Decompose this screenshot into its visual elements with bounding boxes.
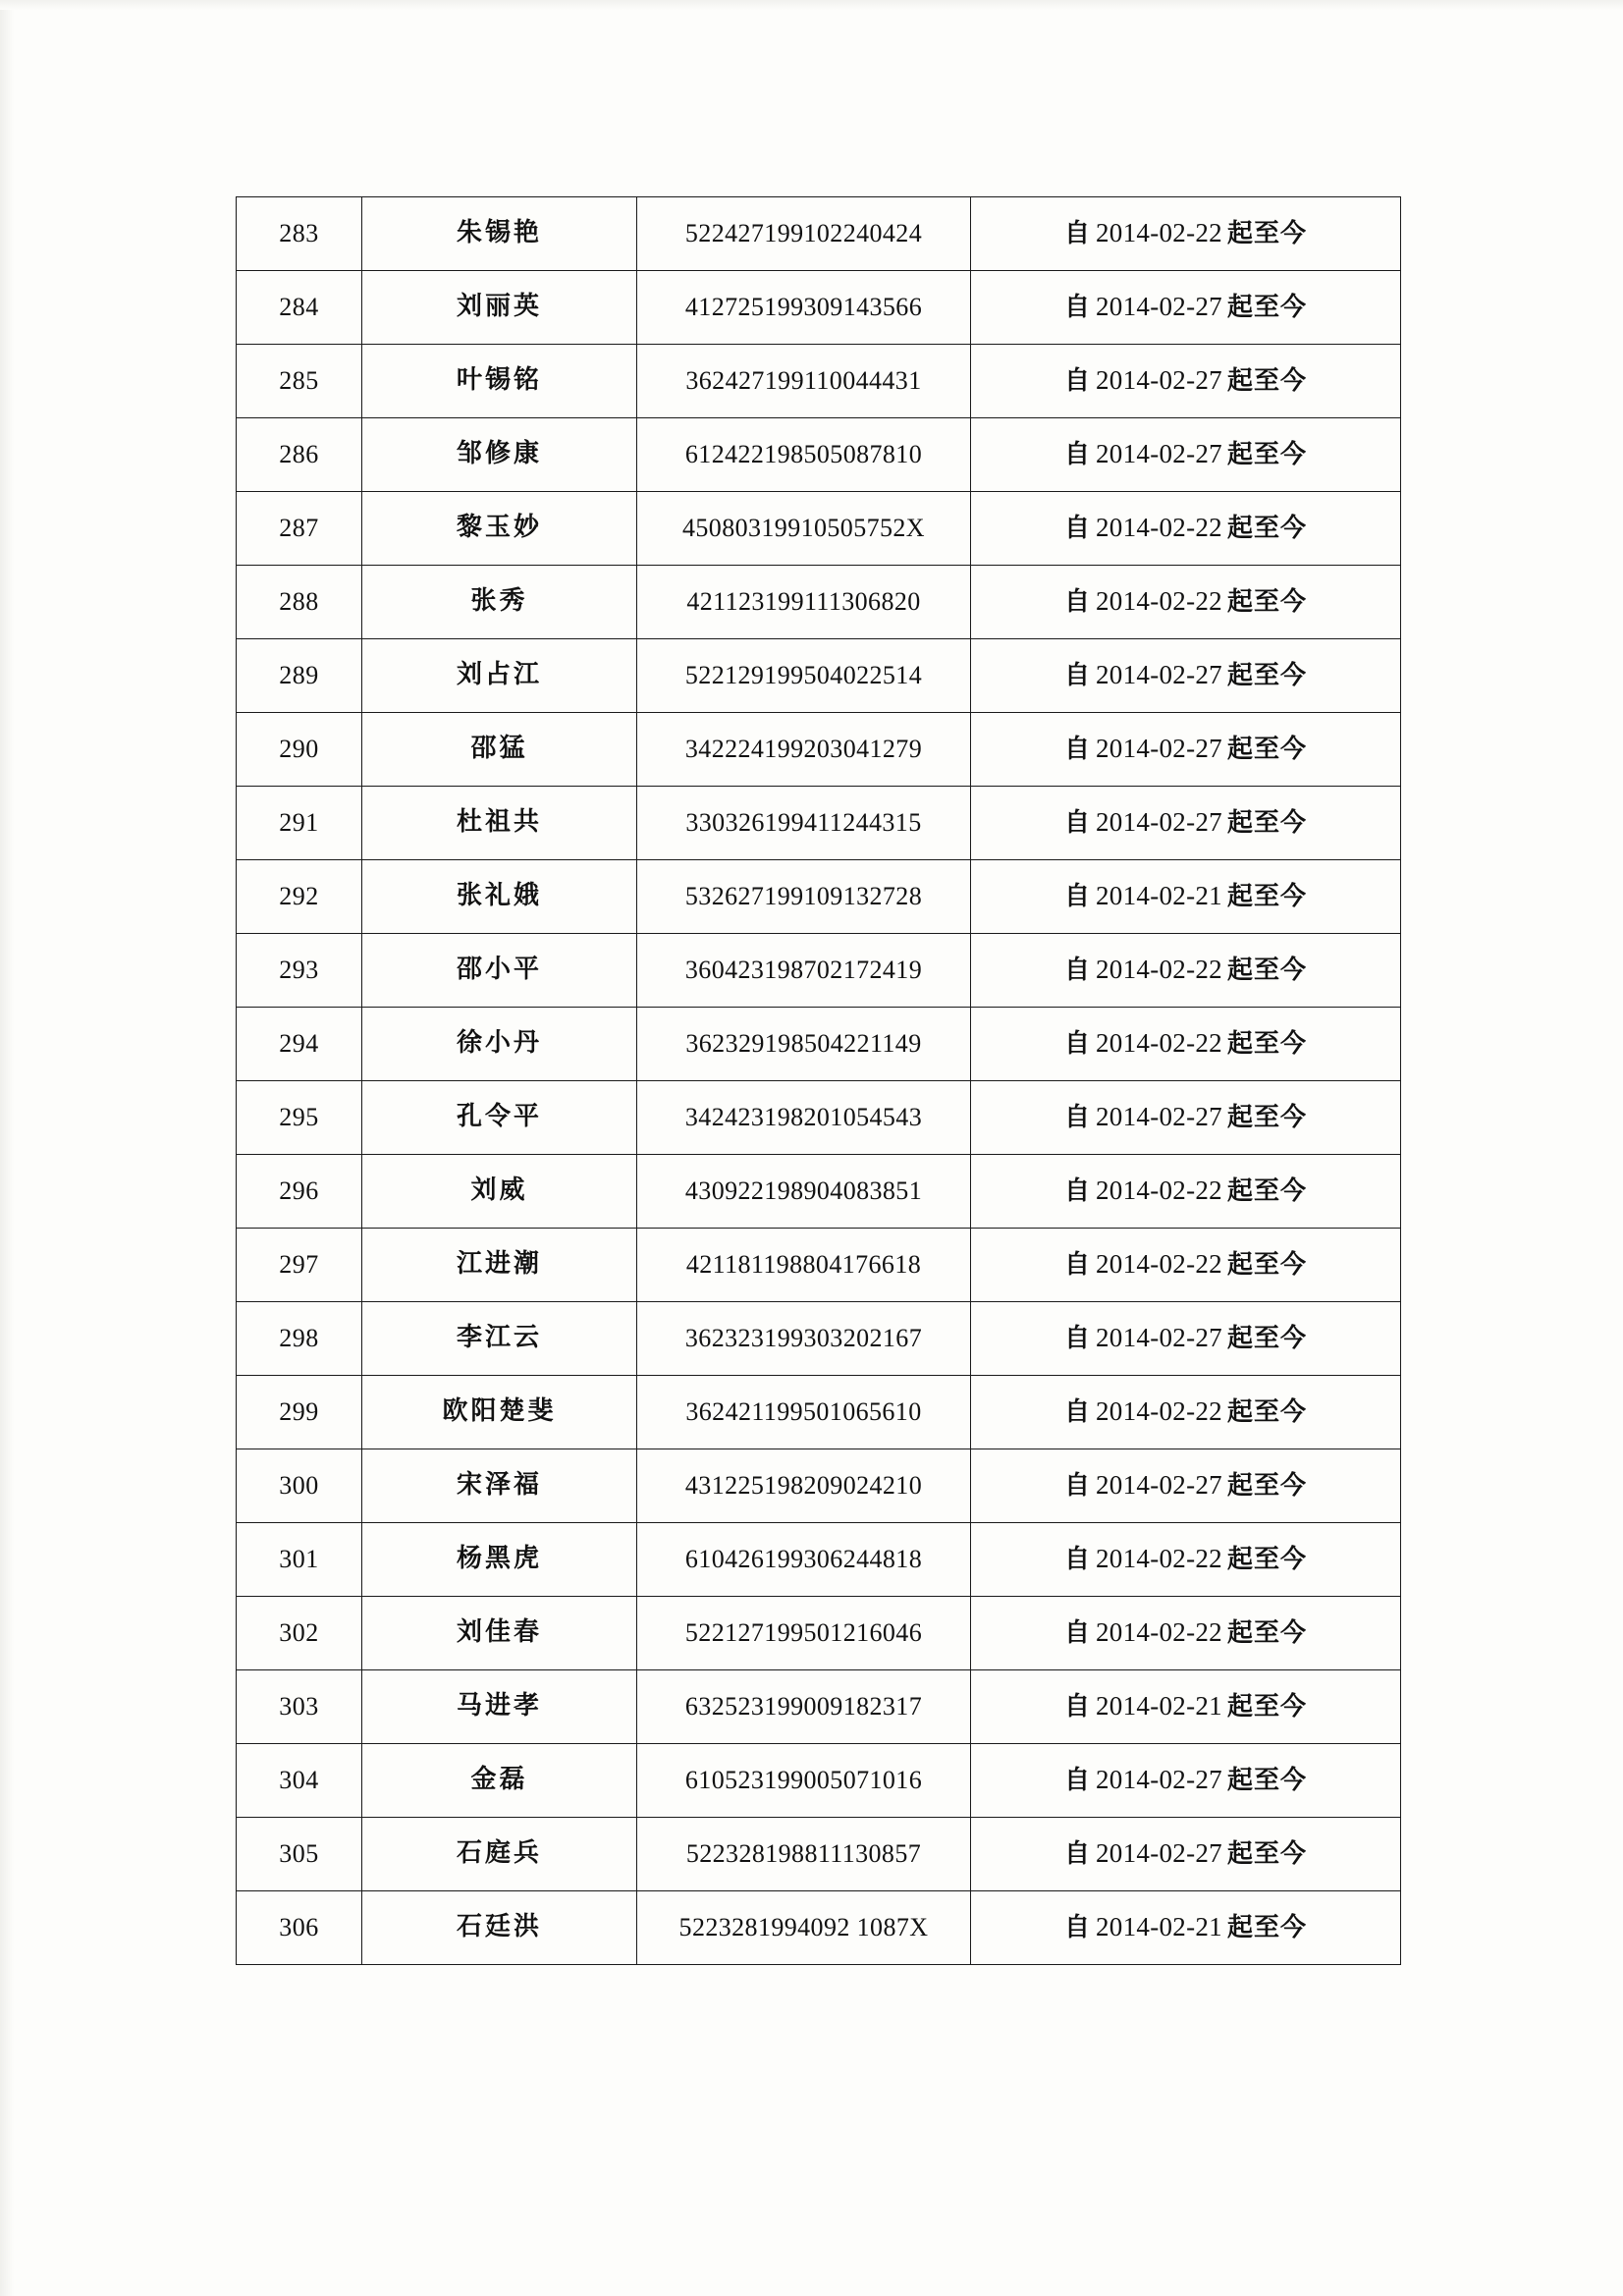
period-suffix: 起至今 xyxy=(1226,808,1307,839)
cell-index: 302 xyxy=(237,1597,362,1670)
cell-period xyxy=(971,1376,1401,1449)
cell-id-number: 360423198702172419 xyxy=(637,934,971,1008)
cell-id-number: 330326199411244315 xyxy=(637,787,971,860)
cell-id-number: 421123199111306820 xyxy=(637,566,971,639)
cell-period xyxy=(971,1891,1401,1965)
table-row xyxy=(237,1670,1401,1744)
cell-index: 290 xyxy=(237,713,362,787)
period-start-date: 2014-02-27 xyxy=(1096,365,1222,396)
cell-id-number: 412725199309143566 xyxy=(637,271,971,345)
table-row xyxy=(237,934,1401,1008)
cell-name: 邵猛 xyxy=(362,713,637,787)
table-row xyxy=(237,1597,1401,1670)
cell-id-number: 522129199504022514 xyxy=(637,639,971,713)
period-start-date: 2014-02-27 xyxy=(1096,1102,1222,1132)
table-row xyxy=(237,1155,1401,1229)
cell-id-number: 522328198811130857 xyxy=(637,1818,971,1891)
period-suffix: 起至今 xyxy=(1226,293,1307,323)
cell-index: 293 xyxy=(237,934,362,1008)
cell-period xyxy=(971,639,1401,713)
period-start-date: 2014-02-22 xyxy=(1096,1175,1222,1206)
period-start-date: 2014-02-22 xyxy=(1096,955,1222,985)
table-row xyxy=(237,1302,1401,1376)
cell-index: 296 xyxy=(237,1155,362,1229)
cell-period xyxy=(971,1523,1401,1597)
cell-index: 298 xyxy=(237,1302,362,1376)
cell-id-number: 522427199102240424 xyxy=(637,197,971,271)
table-row xyxy=(237,1891,1401,1965)
period-suffix: 起至今 xyxy=(1226,1176,1307,1207)
period-suffix: 起至今 xyxy=(1226,661,1307,691)
table-row xyxy=(237,197,1401,271)
period-prefix: 自 xyxy=(1063,1176,1091,1207)
period-prefix: 自 xyxy=(1063,882,1091,912)
cell-period xyxy=(971,1818,1401,1891)
period-prefix: 自 xyxy=(1063,808,1091,839)
period-prefix: 自 xyxy=(1063,1397,1091,1428)
cell-name: 邵小平 xyxy=(362,934,637,1008)
period-prefix: 自 xyxy=(1063,1324,1091,1354)
cell-index: 305 xyxy=(237,1818,362,1891)
cell-id-number: 342224199203041279 xyxy=(637,713,971,787)
cell-period xyxy=(971,1597,1401,1670)
period-suffix: 起至今 xyxy=(1226,1692,1307,1722)
table-row xyxy=(237,271,1401,345)
cell-period xyxy=(971,713,1401,787)
cell-id-number: 45080319910505752X xyxy=(637,492,971,566)
period-prefix: 自 xyxy=(1063,1250,1091,1281)
period-suffix: 起至今 xyxy=(1226,735,1307,765)
cell-period xyxy=(971,418,1401,492)
period-prefix: 自 xyxy=(1063,1471,1091,1502)
cell-name: 张礼娥 xyxy=(362,860,637,934)
cell-index: 306 xyxy=(237,1891,362,1965)
cell-name: 石廷洪 xyxy=(362,1891,637,1965)
cell-id-number: 5223281994092 1087X xyxy=(637,1891,971,1965)
cell-name: 朱锡艳 xyxy=(362,197,637,271)
period-suffix: 起至今 xyxy=(1226,219,1307,249)
period-prefix: 自 xyxy=(1063,1029,1091,1060)
table-row xyxy=(237,787,1401,860)
paper-edge-left xyxy=(0,0,14,2296)
cell-id-number: 362421199501065610 xyxy=(637,1376,971,1449)
period-prefix: 自 xyxy=(1063,735,1091,765)
period-suffix: 起至今 xyxy=(1226,366,1307,397)
cell-index: 287 xyxy=(237,492,362,566)
cell-index: 288 xyxy=(237,566,362,639)
cell-id-number: 431225198209024210 xyxy=(637,1449,971,1523)
cell-period xyxy=(971,492,1401,566)
cell-name: 叶锡铭 xyxy=(362,345,637,418)
period-prefix: 自 xyxy=(1063,514,1091,544)
cell-name: 石庭兵 xyxy=(362,1818,637,1891)
table-row xyxy=(237,1376,1401,1449)
period-start-date: 2014-02-27 xyxy=(1096,734,1222,764)
period-prefix: 自 xyxy=(1063,1913,1091,1943)
period-prefix: 自 xyxy=(1063,1692,1091,1722)
cell-index: 303 xyxy=(237,1670,362,1744)
cell-period xyxy=(971,1155,1401,1229)
cell-name: 徐小丹 xyxy=(362,1008,637,1081)
cell-name: 宋泽福 xyxy=(362,1449,637,1523)
cell-index: 289 xyxy=(237,639,362,713)
cell-period xyxy=(971,1670,1401,1744)
period-prefix: 自 xyxy=(1063,1618,1091,1649)
period-start-date: 2014-02-22 xyxy=(1096,1396,1222,1427)
cell-index: 285 xyxy=(237,345,362,418)
cell-index: 292 xyxy=(237,860,362,934)
period-suffix: 起至今 xyxy=(1226,956,1307,986)
cell-period xyxy=(971,1449,1401,1523)
cell-index: 283 xyxy=(237,197,362,271)
table-row xyxy=(237,492,1401,566)
cell-id-number: 362427199110044431 xyxy=(637,345,971,418)
period-start-date: 2014-02-27 xyxy=(1096,1765,1222,1795)
cell-index: 304 xyxy=(237,1744,362,1818)
cell-name: 邹修康 xyxy=(362,418,637,492)
period-start-date: 2014-02-27 xyxy=(1096,292,1222,322)
cell-index: 286 xyxy=(237,418,362,492)
cell-name: 张秀 xyxy=(362,566,637,639)
cell-name: 江进潮 xyxy=(362,1229,637,1302)
cell-name: 欧阳楚斐 xyxy=(362,1376,637,1449)
table-row xyxy=(237,1081,1401,1155)
cell-period xyxy=(971,197,1401,271)
cell-id-number: 632523199009182317 xyxy=(637,1670,971,1744)
cell-index: 291 xyxy=(237,787,362,860)
period-start-date: 2014-02-21 xyxy=(1096,1691,1222,1722)
cell-period xyxy=(971,787,1401,860)
period-start-date: 2014-02-22 xyxy=(1096,1617,1222,1648)
cell-id-number: 610426199306244818 xyxy=(637,1523,971,1597)
cell-name: 刘丽英 xyxy=(362,271,637,345)
cell-period xyxy=(971,1229,1401,1302)
cell-id-number: 532627199109132728 xyxy=(637,860,971,934)
cell-index: 299 xyxy=(237,1376,362,1449)
cell-period xyxy=(971,271,1401,345)
period-start-date: 2014-02-27 xyxy=(1096,1470,1222,1501)
cell-period xyxy=(971,1302,1401,1376)
period-suffix: 起至今 xyxy=(1226,1397,1307,1428)
period-prefix: 自 xyxy=(1063,587,1091,618)
cell-period xyxy=(971,1744,1401,1818)
cell-index: 295 xyxy=(237,1081,362,1155)
period-suffix: 起至今 xyxy=(1226,1618,1307,1649)
cell-name: 李江云 xyxy=(362,1302,637,1376)
period-start-date: 2014-02-21 xyxy=(1096,881,1222,911)
period-suffix: 起至今 xyxy=(1226,1766,1307,1796)
period-suffix: 起至今 xyxy=(1226,1029,1307,1060)
cell-period xyxy=(971,345,1401,418)
period-suffix: 起至今 xyxy=(1226,1103,1307,1133)
period-prefix: 自 xyxy=(1063,956,1091,986)
period-start-date: 2014-02-22 xyxy=(1096,586,1222,617)
cell-index: 294 xyxy=(237,1008,362,1081)
cell-id-number: 610523199005071016 xyxy=(637,1744,971,1818)
cell-id-number: 421181198804176618 xyxy=(637,1229,971,1302)
table-row xyxy=(237,1744,1401,1818)
period-start-date: 2014-02-27 xyxy=(1096,1838,1222,1869)
period-start-date: 2014-02-27 xyxy=(1096,1323,1222,1353)
period-start-date: 2014-02-21 xyxy=(1096,1912,1222,1942)
cell-period xyxy=(971,1008,1401,1081)
cell-id-number: 612422198505087810 xyxy=(637,418,971,492)
period-prefix: 自 xyxy=(1063,219,1091,249)
cell-id-number: 342423198201054543 xyxy=(637,1081,971,1155)
period-suffix: 起至今 xyxy=(1226,1839,1307,1870)
table-row xyxy=(237,639,1401,713)
cell-period xyxy=(971,860,1401,934)
table-row xyxy=(237,860,1401,934)
cell-period xyxy=(971,934,1401,1008)
cell-index: 300 xyxy=(237,1449,362,1523)
cell-period xyxy=(971,1081,1401,1155)
table-row xyxy=(237,418,1401,492)
cell-name: 孔令平 xyxy=(362,1081,637,1155)
period-suffix: 起至今 xyxy=(1226,1545,1307,1575)
table-row xyxy=(237,1008,1401,1081)
period-suffix: 起至今 xyxy=(1226,1324,1307,1354)
cell-index: 284 xyxy=(237,271,362,345)
cell-period xyxy=(971,566,1401,639)
table-row xyxy=(237,1229,1401,1302)
paper-edge-top xyxy=(0,0,1623,10)
period-prefix: 自 xyxy=(1063,293,1091,323)
cell-name: 刘占江 xyxy=(362,639,637,713)
cell-id-number: 362329198504221149 xyxy=(637,1008,971,1081)
cell-id-number: 522127199501216046 xyxy=(637,1597,971,1670)
period-start-date: 2014-02-22 xyxy=(1096,1249,1222,1280)
period-prefix: 自 xyxy=(1063,1103,1091,1133)
period-suffix: 起至今 xyxy=(1226,440,1307,470)
period-suffix: 起至今 xyxy=(1226,1250,1307,1281)
cell-name: 杜祖共 xyxy=(362,787,637,860)
table-row xyxy=(237,566,1401,639)
period-prefix: 自 xyxy=(1063,1766,1091,1796)
period-suffix: 起至今 xyxy=(1226,587,1307,618)
cell-id-number: 430922198904083851 xyxy=(637,1155,971,1229)
period-prefix: 自 xyxy=(1063,1545,1091,1575)
period-prefix: 自 xyxy=(1063,366,1091,397)
table-row xyxy=(237,1523,1401,1597)
period-suffix: 起至今 xyxy=(1226,514,1307,544)
period-suffix: 起至今 xyxy=(1226,1471,1307,1502)
cell-name: 杨黑虎 xyxy=(362,1523,637,1597)
period-start-date: 2014-02-22 xyxy=(1096,218,1222,248)
table-row xyxy=(237,713,1401,787)
period-prefix: 自 xyxy=(1063,440,1091,470)
cell-name: 刘佳春 xyxy=(362,1597,637,1670)
cell-name: 马进孝 xyxy=(362,1670,637,1744)
period-start-date: 2014-02-27 xyxy=(1096,439,1222,469)
period-suffix: 起至今 xyxy=(1226,882,1307,912)
period-start-date: 2014-02-27 xyxy=(1096,807,1222,838)
cell-index: 301 xyxy=(237,1523,362,1597)
table-row xyxy=(237,1818,1401,1891)
cell-name: 刘威 xyxy=(362,1155,637,1229)
period-start-date: 2014-02-22 xyxy=(1096,1544,1222,1574)
period-start-date: 2014-02-27 xyxy=(1096,660,1222,690)
period-prefix: 自 xyxy=(1063,1839,1091,1870)
roster-table xyxy=(236,196,1401,1965)
table-row xyxy=(237,345,1401,418)
period-start-date: 2014-02-22 xyxy=(1096,1028,1222,1059)
period-start-date: 2014-02-22 xyxy=(1096,513,1222,543)
cell-name: 黎玉妙 xyxy=(362,492,637,566)
cell-id-number: 362323199303202167 xyxy=(637,1302,971,1376)
roster-table-container xyxy=(236,196,1400,1965)
table-row xyxy=(237,1449,1401,1523)
period-suffix: 起至今 xyxy=(1226,1913,1307,1943)
cell-name: 金磊 xyxy=(362,1744,637,1818)
period-prefix: 自 xyxy=(1063,661,1091,691)
cell-index: 297 xyxy=(237,1229,362,1302)
